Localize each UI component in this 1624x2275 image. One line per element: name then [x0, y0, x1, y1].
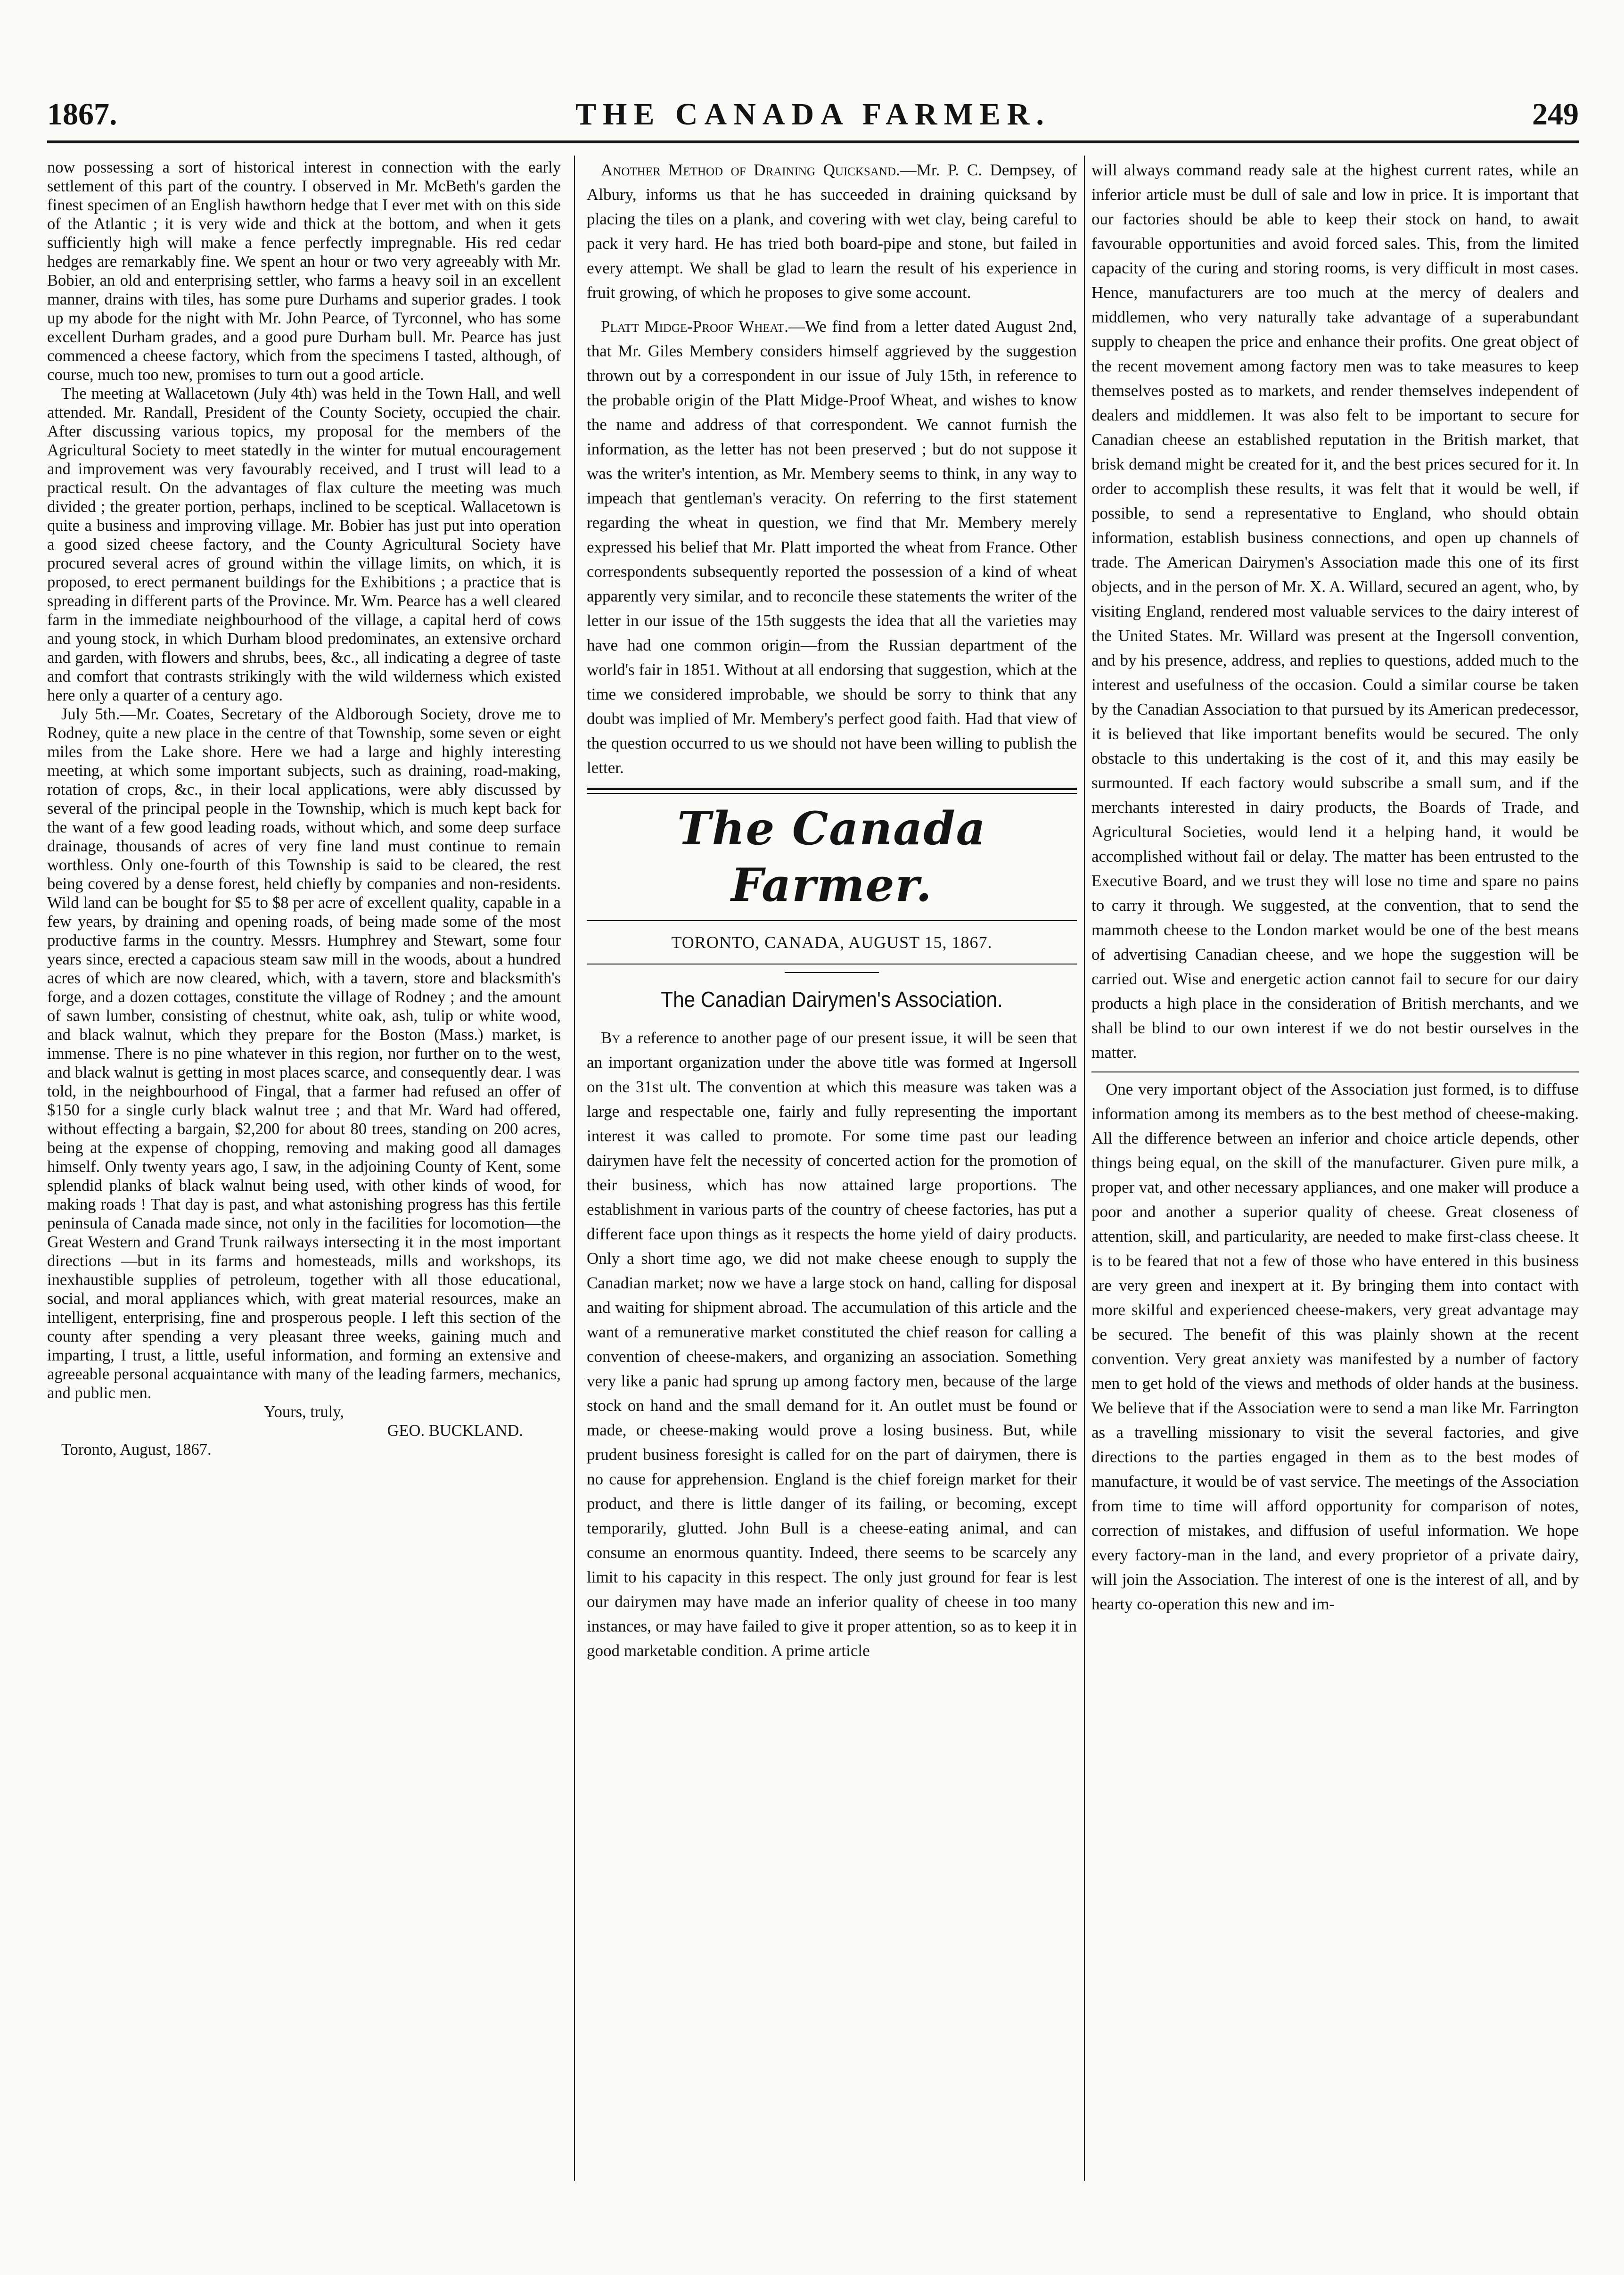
- item-lead: Platt Midge-Proof Wheat.: [601, 317, 788, 336]
- paragraph: One very important object of the Association just formed, is to diffuse information among its members as to the best method of cheese-making. All the difference between an inferior and choice article depends, other things being equal, on the skill of the manufacturer. Given pure milk, a proper vat, and other necessary appliances, and one maker will produce a poor and another a superior quality of cheese. Great closeness of attention, skill, and particularity, are needed to make first-class cheese. It is to be feared that not a few of those who have entered in this business are very green and inexpert at it. By bringing them into contact with more skilful and experienced cheese-makers, very great advantage may be secured. The benefit of this was plainly shown at the recent convention. Very great anxiety was manifested by a number of factory men to get hold of the views and methods of older hands at the business. We believe that if the Association were to send a man like Mr. Farrington as a travelling missionary to visit the several factories, and give directions to the parties engaged in them as to the best modes of manufacture, it would be of vast service. The meetings of the Association from time to time will afford opportunity for comparison of notes, correction of mistakes, and diffusion of useful information. We hope every factory-man in the land, and every proprietor of a private dairy, will join the Association. The interest of one is the interest of all, and by hearty co-operation this new and im-: [1091, 1080, 1579, 1613]
- column-2: [587, 158, 1077, 2181]
- article-lead: By: [601, 1029, 621, 1047]
- header-rule: [47, 140, 1579, 143]
- column-1: [47, 158, 561, 2181]
- paragraph: now possessing a sort of historical interest in connection with the early settlement of this part of the country. I observed in Mr. McBeth's garden the finest specimen of an English hawthorn hedge that I ever met with on this side of the Atlantic ; it is very wide and thick at the bottom, and when it gets sufficiently high will make a fence perfectly impregnable. His red cedar hedges are remarkably fine. We spent an hour or two very agreeably with Mr. Bobier, an old and enterprising settler, who farms a heavy soil in an excellent manner, drains with tiles, has some pure Durhams and superior grades. I took up my abode for the night with Mr. John Pearce, of Tyrconnel, who has some excellent Durham grades, and a good pure Durham bull. Mr. Pearce has just commenced a cheese factory, which from the specimens I tasted, although, of course, much too new, promises to turn out a good article.: [47, 158, 561, 384]
- letter-signature: GEO. BUCKLAND.: [387, 1422, 523, 1440]
- masthead-rule: [587, 920, 1077, 921]
- header-page-number: 249: [1532, 97, 1579, 132]
- paragraph: July 5th.—Mr. Coates, Secretary of the Aldborough Society, drove me to Rodney, quite a new place in the centre of that Township, some seven or eight miles from the Lake shore. Here we had a large and highly interesting meeting, at which some important subjects, such as draining, road-making, rotation of crops, &c., in their local applications, were ably discussed by several of the principal people in the Township, which is much kept back for the want of a few good leading roads, without which, and some deep surface drainage, thousands of acres of very fine land must continue to remain worthless. Only one-fourth of this Township is said to be cleared, the rest being covered by a dense forest, held chiefly by companies and non-residents. Wild land can be bought for $5 to $8 per acre of excellent quality, capable in a few years, by draining and opening roads, of being made some of the most productive farms in the country. Messrs. Humphrey and Stewart, some four years since, erected a capacious steam saw mill in the woods, about a hundred acres of which are now cleared, which, with a tavern, store and blacksmith's forge, and a dozen cottages, constitute the village of Rodney ; and the amount of sawn lumber, consisting of chestnut, white oak, ash, tulip or white wood, and black walnut, which they prepare for the Boston (Mass.) market, is immense. There is no pine whatever in this region, nor further on to the west, and black walnut is getting in most places scarce, and consequently dear. I was told, in the neighbourhood of Fingal, that a farmer had refused an offer of $150 for a single curly black walnut tree ; and that Mr. Ward had offered, without effecting a bargain, $2,200 for about 80 trees, standing on 200 acres, being at the expense of chopping, removing and making good all damages himself. Only twenty years ago, I saw, in the adjoining County of Kent, some splendid planks of black walnut being used, with other kinds of wood, for making roads ! That day is past, and what astonishing progress has this fertile peninsula of Canada made since, not only in the facilities for locomotion—the Great Western and Grand Trunk railways intersecting it in the most important directions —but in its farms and homesteads, mills and workshops, its inexhaustible supplies of petroleum, together with all those educational, social, and moral appliances which, with great material resources, make an intelligent, enterprising, fine and prosperous people. I left this section of the county after spending a very pleasant three weeks, gaining much and imparting, I trust, a little, useful information, and forming an extensive and agreeable personal acquaintance with many of the leading farmers, mechanics, and public men.: [47, 705, 561, 1402]
- item-text: —We find from a letter dated August 2nd, that Mr. Giles Membery considers himself aggrieved by the suggestion thrown out by a correspondent in our issue of July 15th, in reference to the probable origin of the Platt Midge-Proof Wheat, and wishes to know the name and address of that correspondent. We cannot furnish the information, as the letter has not been preserved ; but do not suppose it was the writer's intention, as Mr. Membery seems to think, in any way to impeach that gentleman's veracity. On referring to the first statement regarding the wheat in question, we find that Mr. Membery merely expressed his belief that Mr. Platt imported the wheat from France. Other correspondents subsequently reported the possession of a kind of wheat apparently very similar, and to reconcile these statements the writer of the letter in our issue of the 15th suggests the idea that all the varieties may have had one common origin—from the Russian department of the world's fair in 1851. Without at all endorsing that suggestion, which at the time we considered improbable, we should be sorry to think that any doubt was implied of Mr. Membery's perfect good faith. Had that view of the question occurred to us we should not have been willing to publish the letter.: [587, 317, 1077, 777]
- news-item: [587, 158, 1077, 305]
- column-divider: [1084, 156, 1085, 2181]
- paragraph: will always command ready sale at the highest current rates, while an inferior article must be dull of sale and low in price. It is important that our factories should be able to keep their stock on hand, to await favourable opportunities and avoid forced sales. This, from the limited capacity of the curing and storing rooms, is very difficult in most cases. Hence, manufacturers are too much at the mercy of dealers and middlemen, who very naturally take advantage of a superabundant supply to cheapen the price and enhance their profits. One great object of the recent movement among factory men was to take measures to keep themselves posted as to markets, and render themselves independent of dealers and middlemen. It was also felt to be important to secure for Canadian cheese an established reputation in the British market, that brisk demand might be created for it, and the best prices secured for it. In order to accomplish these results, it was felt that it would be well, if possible, to send a representative to England, who should obtain information, establish business connections, and open up channels of trade. The American Dairymen's Association made this one of its first objects, and in the person of Mr. X. A. Willard, secured an agent, who, by visiting England, rendered most valuable services to the dairy interest of the United States. Mr. Willard was present at the Ingersoll convention, and by his presence, address, and replies to questions, added much to the interest and usefulness of the occasion. Could a similar course be taken by the Canadian Association to that pursued by its American predecessor, it is believed that like important benefits would be secured. The only obstacle to this undertaking is the cost of it, and this may easily be surmounted. If each factory would subscribe a small sum, and if the merchants interested in dairy products, the Boards of Trade, and Agricultural Societies, would lend it a helping hand, it would be accomplished without fail or delay. The matter has been entrusted to the Executive Board, and we trust they will lose no time and spare no pains to carry it through. We suggested, at the convention, that to send the mammoth cheese to the London market would be one of the best means of advertising Canadian cheese, and we hope the suggestion will be carried out. Wise and energetic action cannot fail to secure for our dairy products a high place in the consideration of British merchants, and we shall be blind to our own interest if we do not bestir ourselves in the matter.: [1091, 161, 1579, 1062]
- page-header: [47, 97, 1579, 139]
- letter-closing: Yours, truly,: [264, 1403, 344, 1421]
- section-rule: [587, 788, 1077, 794]
- column-divider: [574, 156, 575, 2181]
- item-lead: Another Method of Draining Quicksand.: [601, 161, 900, 179]
- letter-dateline: Toronto, August, 1867.: [61, 1441, 212, 1459]
- article-paragraph: [587, 1026, 1077, 1663]
- article-title: The Canadian Dairymen's Association.: [661, 987, 1003, 1012]
- header-year: 1867.: [47, 97, 117, 132]
- short-rule: [785, 972, 879, 973]
- paragraph: The meeting at Wallacetown (July 4th) was held in the Town Hall, and well attended. Mr. Randall, President of the County Society, occupied the chair. After discussing various topics, my proposal for the members of the Agricultural Society to meet statedly in the winter for mutual encouragement and improvement was very favourably received, and I trust will lead to a practical result. On the advantages of flax culture the meeting was much divided ; the greater portion, perhaps, inclined to be sceptical. Wallacetown is quite a business and improving village. Mr. Bobier has just put into operation a good sized cheese factory, and the County Agricultural Society have procured several acres of ground within the village limits, on which, it is proposed, to erect permanent buildings for the Exhibitions ; a practice that is spreading in different parts of the Province. Mr. Wm. Pearce has a well cleared farm in the immediate neighbourhood of the village, a capital herd of cows and young stock, in which Durham blood predominates, an extensive orchard and garden, with flowers and shrubs, bees, &c., all indicating a degree of taste and comfort that contrasts strikingly with the wild wilderness which existed here only a quarter of a century ago.: [47, 385, 561, 704]
- masthead-title: The Canada Farmer.: [677, 802, 986, 912]
- news-item: [587, 314, 1077, 780]
- issue-dateline: TORONTO, CANADA, AUGUST 15, 1867.: [671, 933, 992, 952]
- article-text: a reference to another page of our present issue, it will be seen that an important organization under the above title was formed at Ingersoll on the 31st ult. The convention at which this measure was taken was a large and respectable one, fairly and fully representing the important interest it was called to promote. For some time past our leading dairymen have felt the necessity of concerted action for the promotion of their business, which has now attained large proportions. The establishment in various parts of the country of cheese factories, has put a different face upon things as it respects the home yield of dairy products. Only a short time ago, we did not make cheese enough to supply the Canadian market; now we have a large stock on hand, calling for disposal and waiting for shipment abroad. The accumulation of this article and the want of a remunerative market constituted the chief reason for calling a convention of cheese-makers, and organizing an association. Something very like a panic had sprung up among factory men, because of the large stock on hand and the small demand for it. An outlet must be found or made, or cheese-making would prove a losing business. But, while prudent business foresight is called for on the part of dairymen, there is no cause for apprehension. England is the chief foreign market for their product, and there is little danger of its failing, or becoming, except temporarily, glutted. John Bull is a cheese-eating animal, and can consume an enormous quantity. Indeed, there seems to be scarcely any limit to his capacity in this respect. The only just ground for fear is lest our dairymen may have made an inferior quality of cheese in too many instances, or may have failed to give it proper attention, so as to keep it in good marketable condition. A prime article: [587, 1029, 1077, 1660]
- header-title: THE CANADA FARMER.: [575, 97, 1050, 132]
- column-3: [1091, 158, 1579, 2181]
- item-text: —Mr. P. C. Dempsey, of Albury, informs us that he has succeeded in draining quicksand by placing the tiles on a plank, and covering with wet clay, being careful to pack it very hard. He has tried both board-pipe and stone, but failed in every attempt. We shall be glad to learn the result of his experience in fruit growing, of which he proposes to give some account.: [587, 161, 1077, 302]
